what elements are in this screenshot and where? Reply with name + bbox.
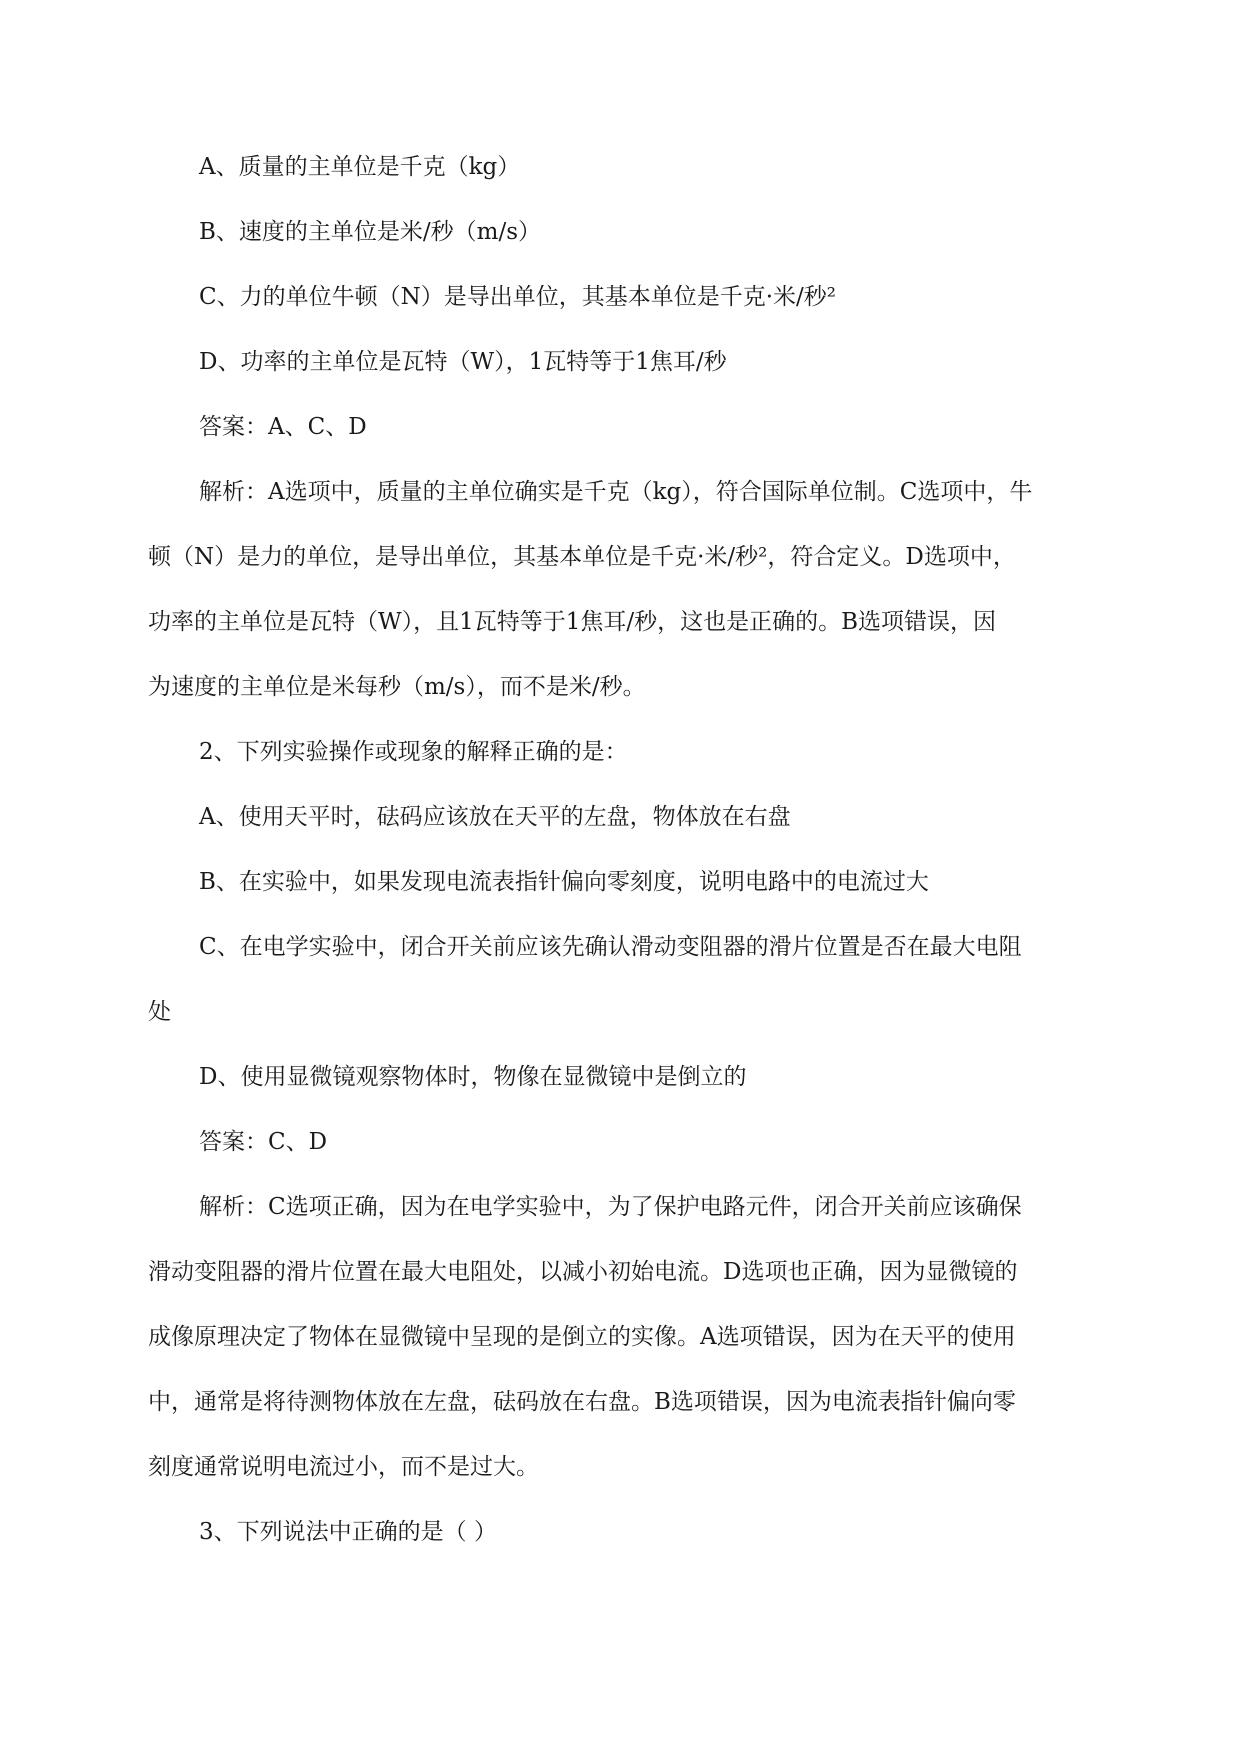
- q1-analysis-line: 解析：A选项中，质量的主单位确实是千克（kg），符合国际单位制。C选项中，牛: [199, 479, 1033, 505]
- q1-option-b: B、速度的主单位是米/秒（m/s）: [199, 219, 542, 245]
- q2-analysis-line: 中，通常是将待测物体放在左盘，砝码放在右盘。B选项错误，因为电流表指针偏向零: [148, 1389, 1016, 1415]
- q2-analysis-line: 刻度通常说明电流过小，而不是过大。: [148, 1454, 539, 1480]
- q2-answer: 答案：C、D: [199, 1129, 328, 1155]
- q2-option-b: B、在实验中，如果发现电流表指针偏向零刻度，说明电路中的电流过大: [199, 869, 929, 895]
- q2-option-c: C、在电学实验中，闭合开关前应该先确认滑动变阻器的滑片位置是否在最大电阻: [199, 934, 1022, 960]
- q2-option-d: D、使用显微镜观察物体时，物像在显微镜中是倒立的: [199, 1064, 747, 1090]
- q1-analysis-line: 功率的主单位是瓦特（W），且1瓦特等于1焦耳/秒，这也是正确的。B选项错误，因: [148, 609, 997, 635]
- q2-analysis-line: 解析：C选项正确，因为在电学实验中，为了保护电路元件，闭合开关前应该确保: [199, 1194, 1022, 1220]
- q2-option-a: A、使用天平时，砝码应该放在天平的左盘，物体放在右盘: [199, 804, 791, 830]
- q2-analysis-line: 成像原理决定了物体在显微镜中呈现的是倒立的实像。A选项错误，因为在天平的使用: [148, 1324, 1016, 1350]
- q3-question: 3、下列说法中正确的是（ ）: [199, 1519, 497, 1545]
- q1-option-d: D、功率的主单位是瓦特（W），1瓦特等于1焦耳/秒: [199, 349, 727, 375]
- q2-option-c-continued: 处: [148, 999, 171, 1025]
- q1-option-c: C、力的单位牛顿（N）是导出单位，其基本单位是千克·米/秒²: [199, 284, 837, 310]
- q1-analysis-line: 顿（N）是力的单位，是导出单位，其基本单位是千克·米/秒²，符合定义。D选项中，: [148, 544, 1016, 570]
- q1-answer: 答案：A、C、D: [199, 414, 367, 440]
- q1-analysis-line: 为速度的主单位是米每秒（m/s），而不是米/秒。: [148, 674, 646, 700]
- q2-analysis-line: 滑动变阻器的滑片位置在最大电阻处，以减小初始电流。D选项也正确，因为显微镜的: [148, 1259, 1018, 1285]
- q1-option-a: A、质量的主单位是千克（kg）: [199, 154, 521, 180]
- q2-question: 2、下列实验操作或现象的解释正确的是：: [199, 739, 628, 765]
